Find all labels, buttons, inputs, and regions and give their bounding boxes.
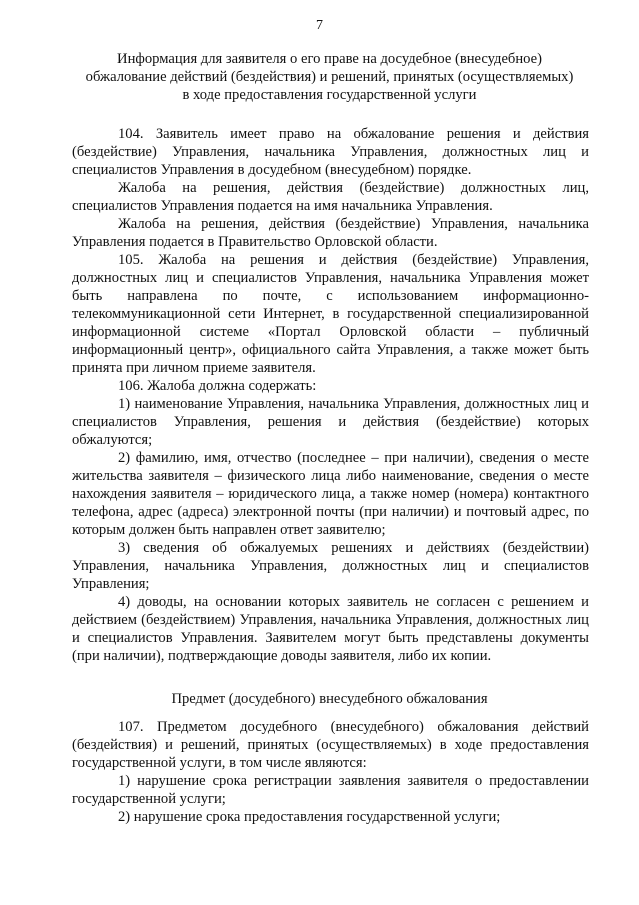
heading-line: Информация для заявителя о его праве на досудебное (внесудебное) xyxy=(117,51,542,67)
section-heading-appeal-rights xyxy=(70,50,589,104)
paragraph-105: 105. Жалоба на решения и действия (бездействие) Управления, должностных лиц и специалистов Управления, начальника Управления может быть направлена по почте, с использованием информационно-телекоммуникационной сети Интернет, в государственной специализированной информационной системе «Портал Орловской области – публичный информационный центр», официального сайта Управления, а также может быть принята при личном приеме заявителя. xyxy=(72,252,589,376)
list-item-4: 4) доводы, на основании которых заявитель не согласен с решением и действием (бездействием) Управления, начальника Управления, должностных лиц и специалистов Управления. Заявителем могут быть представлены документы (при наличии), подтверждающие доводы заявителя, либо их копии. xyxy=(72,594,589,664)
list-item-1: 1) наименование Управления, начальника Управления, должностных лиц и специалистов Управления, решения и действия (бездействие) которых обжалуются; xyxy=(72,396,589,448)
heading-line: в ходе предоставления государственной услуги xyxy=(182,87,477,103)
paragraph-107: 107. Предметом досудебного (внесудебного) обжалования действий (бездействия) и решений, принятых (осуществляемых) в ходе предоставления государственной услуги, в том числе являются: xyxy=(72,719,589,771)
list-item-2: 2) фамилию, имя, отчество (последнее – при наличии), сведения о месте жительства заявителя – физического лица либо наименование, сведения о месте нахождения заявителя – юридического лица, а также номер (номера) контактного телефона, адрес (адреса) электронной почты (при наличии) и почтовый адрес, по которым должен быть направлен ответ заявителю; xyxy=(72,450,589,538)
paragraph-104: 104. Заявитель имеет право на обжалование решения и действия (бездействие) Управления, начальника Управления, должностных лиц и специалистов Управления в досудебном (внесудебном) порядке. xyxy=(72,126,589,178)
list-item-3: 3) сведения об обжалуемых решениях и действиях (бездействии) Управления, начальника Управления, должностных лиц и специалистов Управления; xyxy=(72,540,589,592)
section-body-appeal-rights xyxy=(72,125,589,665)
list-item-1: 1) нарушение срока регистрации заявления заявителя о предоставлении государственной услуги; xyxy=(72,773,589,807)
paragraph-complaint-government: Жалоба на решения, действия (бездействие) Управления, начальника Управления подается в Правительство Орловской области. xyxy=(72,216,589,250)
section-heading-appeal-subject: Предмет (досудебного) внесудебного обжалования xyxy=(171,691,488,707)
paragraph-106: 106. Жалоба должна содержать: xyxy=(118,378,317,394)
page-number: 7 xyxy=(316,18,323,33)
section-body-appeal-subject xyxy=(72,718,589,826)
list-item-2: 2) нарушение срока предоставления государственной услуги; xyxy=(118,809,501,825)
heading-line: обжалование действий (бездействия) и решений, принятых (осуществляемых) xyxy=(85,69,574,85)
paragraph-complaint-officials: Жалоба на решения, действия (бездействие) должностных лиц, специалистов Управления подается на имя начальника Управления. xyxy=(72,180,589,214)
